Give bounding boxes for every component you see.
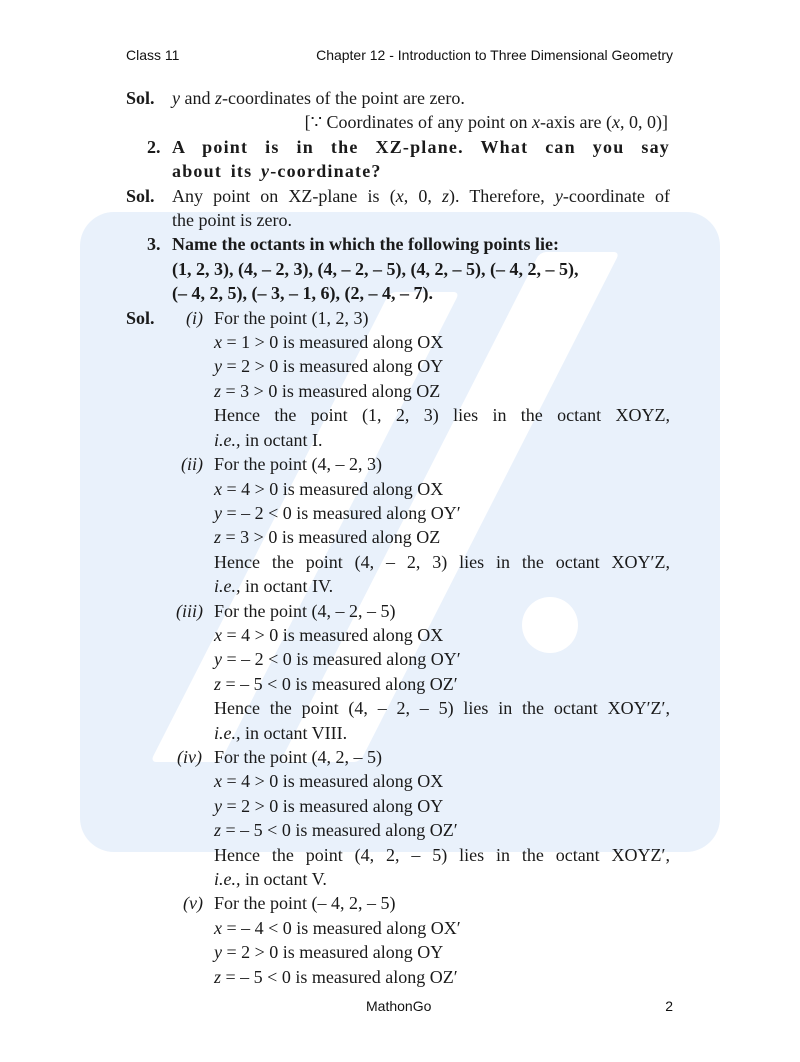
var: x xyxy=(214,771,222,792)
part-heading xyxy=(126,599,670,623)
part-ii xyxy=(126,452,670,598)
question-3 xyxy=(126,232,670,305)
question-text-line-1: Name the octants in which the following points lie: xyxy=(172,234,559,255)
text: , 0, 0)] xyxy=(620,112,668,133)
solution-2-line-2: the point is zero. xyxy=(172,210,292,231)
text: = 4 > 0 is measured along OX xyxy=(222,624,444,645)
question-text-line-2: (1, 2, 3), (4, – 2, 3), (4, – 2, – 5), (4, 2, – 5), (– 4, 2, – 5), xyxy=(172,258,579,279)
var: x xyxy=(612,112,620,133)
text: For the point (– 4, 2, – 5) xyxy=(214,893,396,914)
part-label: (iv) xyxy=(177,746,202,767)
question-text-line-3: (– 4, 2, 5), (– 3, – 1, 6), (2, – 4, – 7). xyxy=(172,283,433,304)
part-line xyxy=(126,818,670,842)
text: in octant V. xyxy=(240,869,327,889)
part-label: (iii) xyxy=(176,600,203,621)
text: For the point (4, 2, – 5) xyxy=(214,746,382,767)
part-iv xyxy=(126,745,670,891)
text: = 4 > 0 is measured along OX xyxy=(222,771,444,792)
part-heading xyxy=(126,891,670,915)
text: = 4 > 0 is measured along OX xyxy=(222,478,444,499)
prev-solution-reason xyxy=(126,110,670,134)
var: y xyxy=(172,88,180,108)
question-text-line-2 xyxy=(126,159,670,183)
part-line xyxy=(126,794,670,818)
var: x xyxy=(214,917,222,938)
text: i.e., xyxy=(214,869,241,889)
part-octant xyxy=(126,721,670,745)
chapter-title: Chapter 12 - Introduction to Three Dimensional Geometry xyxy=(316,47,673,63)
part-label: (ii) xyxy=(181,454,203,475)
prev-solution-text xyxy=(126,88,465,108)
var: y xyxy=(214,649,222,670)
var: y xyxy=(261,161,271,182)
page-header xyxy=(126,47,673,63)
var: y xyxy=(214,502,222,523)
var: z xyxy=(214,527,222,548)
part-line xyxy=(126,330,670,354)
text: in octant VIII. xyxy=(240,722,348,743)
text: -axis are ( xyxy=(540,112,612,133)
part-line xyxy=(126,477,670,501)
text: = – 4 < 0 is measured along OX′ xyxy=(222,917,461,938)
part-heading xyxy=(126,306,670,330)
text: i.e., xyxy=(214,429,241,450)
part-line xyxy=(126,647,670,671)
text: = 2 > 0 is measured along OY xyxy=(222,795,444,816)
text: = 3 > 0 is measured along OZ xyxy=(221,380,441,401)
text: = 2 > 0 is measured along OY xyxy=(222,942,444,963)
text: in octant IV. xyxy=(240,576,334,597)
question-number: 3. xyxy=(147,234,161,255)
var: z xyxy=(441,185,449,206)
text: [∵ Coordinates of any point on xyxy=(304,112,533,133)
page-content xyxy=(126,86,670,989)
var: x xyxy=(214,624,222,645)
page-number: 2 xyxy=(665,998,673,1014)
prev-solution-line-1 xyxy=(126,86,670,110)
question-2 xyxy=(126,135,670,184)
text: = – 2 < 0 is measured along OY′ xyxy=(222,502,461,523)
text: = – 5 < 0 is measured along OZ′ xyxy=(221,820,458,841)
part-line xyxy=(126,379,670,403)
var: z xyxy=(214,966,222,987)
text: -coordinates of the point are zero. xyxy=(222,88,465,108)
text: ). Therefore, xyxy=(449,185,555,206)
part-line xyxy=(126,965,670,989)
var: z xyxy=(215,88,223,108)
text: For the point (4, – 2, – 5) xyxy=(214,600,396,621)
part-i xyxy=(126,306,670,452)
sol-label: Sol. xyxy=(126,88,155,108)
part-line xyxy=(126,354,670,378)
part-conclusion: Hence the point (4, 2, – 5) lies in the octant XOYZ′, xyxy=(214,844,670,865)
question-text-line-1: A point is in the XZ-plane. What can you say xyxy=(172,136,670,157)
text: about its xyxy=(172,161,262,182)
var: z xyxy=(214,380,222,401)
part-line xyxy=(126,623,670,647)
text: Any point on XZ-plane is ( xyxy=(172,185,396,206)
text: = – 2 < 0 is measured along OY′ xyxy=(222,649,461,670)
part-label: (i) xyxy=(186,307,203,328)
text: = – 5 < 0 is measured along OZ′ xyxy=(221,966,458,987)
text: = – 5 < 0 is measured along OZ′ xyxy=(221,673,458,694)
text: i.e., xyxy=(214,576,241,597)
var: y xyxy=(554,185,563,206)
question-number: 2. xyxy=(147,136,161,157)
sol-label: Sol. xyxy=(126,307,155,328)
part-v xyxy=(126,891,670,989)
text: and xyxy=(180,88,215,108)
part-label: (v) xyxy=(183,893,203,914)
var: x xyxy=(214,478,222,499)
part-conclusion: Hence the point (1, 2, 3) lies in the octant XOYZ, xyxy=(214,405,670,426)
part-heading xyxy=(126,745,670,769)
text: in octant I. xyxy=(240,429,323,450)
part-line xyxy=(126,769,670,793)
text: -coordinate? xyxy=(270,161,382,182)
part-line xyxy=(126,672,670,696)
text: = 1 > 0 is measured along OX xyxy=(222,332,444,353)
solution-2-line-1 xyxy=(126,184,670,208)
var: y xyxy=(214,795,222,816)
brand-name: MathonGo xyxy=(366,998,432,1014)
text: = 2 > 0 is measured along OY xyxy=(222,356,444,377)
page-footer xyxy=(366,998,673,1014)
solution-3 xyxy=(126,306,670,989)
part-iii xyxy=(126,599,670,745)
part-line xyxy=(126,940,670,964)
part-conclusion: Hence the point (4, – 2, – 5) lies in the octant XOY′Z′, xyxy=(214,698,670,719)
part-line xyxy=(126,916,670,940)
solution-2 xyxy=(126,184,670,233)
part-octant xyxy=(126,428,670,452)
part-conclusion: Hence the point (4, – 2, 3) lies in the octant XOY′Z, xyxy=(214,551,670,572)
var: z xyxy=(214,673,222,694)
part-line xyxy=(126,525,670,549)
var: x xyxy=(214,332,222,353)
text: For the point (1, 2, 3) xyxy=(214,307,369,328)
var: y xyxy=(214,942,222,963)
class-label: Class 11 xyxy=(126,47,180,63)
var: y xyxy=(214,356,222,377)
part-heading xyxy=(126,452,670,476)
text: -coordinate of xyxy=(562,185,671,206)
part-line xyxy=(126,501,670,525)
text: For the point (4, – 2, 3) xyxy=(214,454,382,475)
var: x xyxy=(395,185,404,206)
part-octant xyxy=(126,574,670,598)
text: , 0, xyxy=(403,185,442,206)
var: x xyxy=(532,112,541,133)
var: z xyxy=(214,820,222,841)
text: i.e., xyxy=(214,722,241,743)
part-octant xyxy=(126,867,670,891)
sol-label: Sol. xyxy=(126,185,155,206)
text: = 3 > 0 is measured along OZ xyxy=(221,527,441,548)
